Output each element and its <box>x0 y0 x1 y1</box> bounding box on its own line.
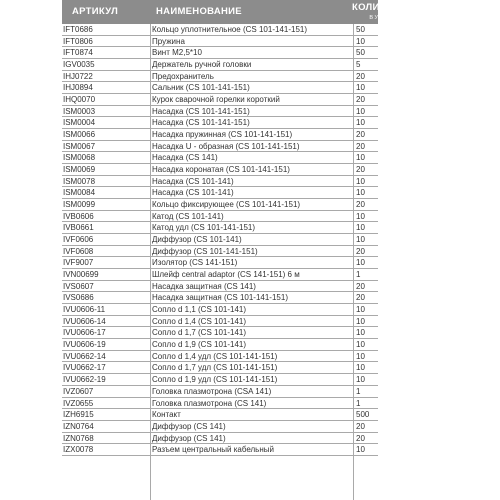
cell-qty: 1 <box>356 386 361 396</box>
cell-qty: 10 <box>356 106 365 116</box>
table-row <box>62 106 378 118</box>
cell-qty: 10 <box>356 445 365 455</box>
cell-qty: 10 <box>356 305 365 315</box>
cell-qty: 1 <box>356 398 361 408</box>
cell-qty: 5 <box>356 60 361 70</box>
table-row <box>62 234 378 246</box>
cell-name: Предохранитель <box>152 71 214 81</box>
table-row <box>62 246 378 258</box>
cell-qty: 50 <box>356 25 365 34</box>
table-row <box>62 409 378 421</box>
cell-name: Винт М2,5*10 <box>152 48 202 58</box>
table-row <box>62 304 378 316</box>
table-row <box>62 164 378 176</box>
table-row <box>62 176 378 188</box>
cell-qty: 50 <box>356 48 365 58</box>
cell-qty: 20 <box>356 421 365 431</box>
cell-sku: IVZ0607 <box>63 386 94 396</box>
cell-sku: IVU0606-19 <box>63 340 106 350</box>
cell-qty: 20 <box>356 433 365 443</box>
cell-name: Сальник (CS 101-141-151) <box>152 83 250 93</box>
cell-qty: 20 <box>356 293 365 303</box>
cell-sku: IVU0606-11 <box>63 305 106 315</box>
cell-sku: IVB0661 <box>63 223 94 233</box>
table-row <box>62 374 378 386</box>
cell-qty: 10 <box>356 328 365 338</box>
cell-sku: IFT0874 <box>63 48 93 58</box>
cell-qty: 20 <box>356 165 365 175</box>
table-row <box>62 281 378 293</box>
cell-qty: 10 <box>356 351 365 361</box>
table-row <box>62 59 378 71</box>
cell-name: Катод (CS 101-141) <box>152 211 224 221</box>
cell-name: Насадка U - образная (CS 101-141-151) <box>152 141 300 151</box>
cell-qty: 10 <box>356 363 365 373</box>
cell-sku: ISM0068 <box>63 153 96 163</box>
cell-sku: IVU0606-14 <box>63 316 106 326</box>
cell-name: Сопло d 1,7 удл (CS 101-141-151) <box>152 363 278 373</box>
cell-sku: IVU0606-17 <box>63 328 106 338</box>
cell-sku: IVF0606 <box>63 235 94 245</box>
cell-sku: IVU0662-17 <box>63 363 106 373</box>
cell-sku: IVF0608 <box>63 246 94 256</box>
cell-sku: IVF9007 <box>63 258 94 268</box>
cell-sku: IGV0035 <box>63 60 95 70</box>
cell-name: Разъем центральный кабельный <box>152 445 274 455</box>
cell-sku: IHJ0722 <box>63 71 93 81</box>
cell-qty: 20 <box>356 246 365 256</box>
table-row <box>62 362 378 374</box>
cell-sku: IVB0606 <box>63 211 94 221</box>
cell-sku: IZX0078 <box>63 445 94 455</box>
cell-qty: 10 <box>356 118 365 128</box>
cell-sku: IVU0662-14 <box>63 351 106 361</box>
table-row <box>62 351 378 363</box>
cell-name: Сопло d 1,9 (CS 101-141) <box>152 340 247 350</box>
column-header-name: НАИМЕНОВАНИЕ <box>156 6 242 17</box>
cell-sku: ISM0084 <box>63 188 96 198</box>
cell-qty: 20 <box>356 200 365 210</box>
cell-sku: IHJ0894 <box>63 83 93 93</box>
table-row <box>62 444 378 456</box>
cell-qty: 10 <box>356 153 365 163</box>
cell-name: Курок сварочной горелки короткий <box>152 95 280 105</box>
cell-name: Кольцо фиксирующее (CS 101-141-151) <box>152 200 301 210</box>
cell-name: Сопло d 1,4 удл (CS 101-141-151) <box>152 351 278 361</box>
cell-name: Головка плазмотрона (CSA 141) <box>152 386 272 396</box>
cell-qty: 500 <box>356 410 370 420</box>
cell-qty: 20 <box>356 95 365 105</box>
cell-name: Диффузор (CS 141) <box>152 421 226 431</box>
table-row <box>62 398 378 410</box>
cell-qty: 10 <box>356 83 365 93</box>
table-row <box>62 292 378 304</box>
table-row <box>62 421 378 433</box>
table-row <box>62 94 378 106</box>
cell-qty: 10 <box>356 211 365 221</box>
cell-name: Насадка (CS 101-141-151) <box>152 106 250 116</box>
cell-name: Головка плазмотрона (CS 141) <box>152 398 267 408</box>
table-row <box>62 327 378 339</box>
cell-name: Диффузор (CS 101-141) <box>152 235 242 245</box>
cell-name: Сопло d 1,1 (CS 101-141) <box>152 305 247 315</box>
parts-table <box>62 24 378 456</box>
cell-qty: 10 <box>356 375 365 385</box>
table-row <box>62 36 378 48</box>
cell-sku: IVU0662-19 <box>63 375 106 385</box>
cell-sku: IHQ0070 <box>63 95 96 105</box>
cell-name: Катод удл (CS 101-141-151) <box>152 223 255 233</box>
cell-sku: IFT0806 <box>63 36 93 46</box>
table-row <box>62 316 378 328</box>
cell-name: Насадка (CS 101-141) <box>152 188 234 198</box>
cell-sku: ISM0069 <box>63 165 96 175</box>
table-row <box>62 222 378 234</box>
cell-name: Диффузор (CS 101-141-151) <box>152 246 258 256</box>
cell-qty: 20 <box>356 281 365 291</box>
cell-name: Держатель ручной головки <box>152 60 252 70</box>
cell-name: Сопло d 1,7 (CS 101-141) <box>152 328 247 338</box>
cell-sku: IZH6915 <box>63 410 94 420</box>
table-row <box>62 257 378 269</box>
cell-qty: 10 <box>356 223 365 233</box>
table-row <box>62 211 378 223</box>
cell-sku: IVZ0655 <box>63 398 94 408</box>
table-row <box>62 386 378 398</box>
cell-name: Контакт <box>152 410 181 420</box>
cell-name: Шлейф central adaptor (CS 141-151) 6 м <box>152 270 300 280</box>
cell-name: Насадка (CS 141) <box>152 153 218 163</box>
cell-qty: 20 <box>356 141 365 151</box>
cell-sku: ISM0004 <box>63 118 96 128</box>
cell-name: Насадка защитная (CS 101-141-151) <box>152 293 288 303</box>
cell-name: Диффузор (CS 141) <box>152 433 226 443</box>
table-row <box>62 269 378 281</box>
column-header-qty-label: КОЛИЧЕСТВО <box>352 2 421 13</box>
table-row <box>62 129 378 141</box>
cell-sku: IFT0686 <box>63 25 93 34</box>
cell-name: Насадка (CS 101-141) <box>152 176 234 186</box>
cell-name: Насадка защитная (CS 141) <box>152 281 256 291</box>
cell-sku: IVS0686 <box>63 293 94 303</box>
cell-sku: IVN00699 <box>63 270 99 280</box>
table-row <box>62 141 378 153</box>
cell-name: Сопло d 1,9 удл (CS 101-141-151) <box>152 375 278 385</box>
table-row <box>62 71 378 83</box>
cell-name: Насадка пружинная (CS 101-141-151) <box>152 130 293 140</box>
cell-name: Изолятор (CS 141-151) <box>152 258 238 268</box>
cell-sku: ISM0078 <box>63 176 96 186</box>
cell-sku: ISM0067 <box>63 141 96 151</box>
column-header-qty <box>352 0 421 26</box>
cell-name: Насадка коронатая (CS 101-141-151) <box>152 165 290 175</box>
table-row <box>62 24 378 36</box>
cell-qty: 10 <box>356 258 365 268</box>
cell-name: Насадка (CS 101-141-151) <box>152 118 250 128</box>
cell-sku: ISM0099 <box>63 200 96 210</box>
cell-sku: IVS0607 <box>63 281 94 291</box>
cell-sku: ISM0066 <box>63 130 96 140</box>
table-row <box>62 47 378 59</box>
column-header-qty-sub: В УПАКОВКЕ <box>369 15 404 21</box>
cell-sku: IZN0768 <box>63 433 94 443</box>
cell-sku: ISM0003 <box>63 106 96 116</box>
cell-qty: 10 <box>356 316 365 326</box>
table-row <box>62 433 378 445</box>
cell-name: Кольцо уплотнительное (CS 101-141-151) <box>152 25 308 34</box>
cell-qty: 10 <box>356 176 365 186</box>
cell-qty: 1 <box>356 270 361 280</box>
table-row <box>62 117 378 129</box>
cell-qty: 10 <box>356 188 365 198</box>
cell-qty: 20 <box>356 130 365 140</box>
cell-name: Сопло d 1,4 (CS 101-141) <box>152 316 247 326</box>
cell-name: Пружина <box>152 36 185 46</box>
table-header <box>62 0 421 24</box>
table-row <box>62 82 378 94</box>
table-row <box>62 199 378 211</box>
cell-qty: 10 <box>356 235 365 245</box>
cell-qty: 20 <box>356 71 365 81</box>
cell-qty: 10 <box>356 36 365 46</box>
cell-sku: IZN0764 <box>63 421 94 431</box>
cell-qty: 10 <box>356 340 365 350</box>
column-header-sku: АРТИКУЛ <box>72 6 119 17</box>
table-row <box>62 152 378 164</box>
table-row <box>62 339 378 351</box>
table-row <box>62 187 378 199</box>
